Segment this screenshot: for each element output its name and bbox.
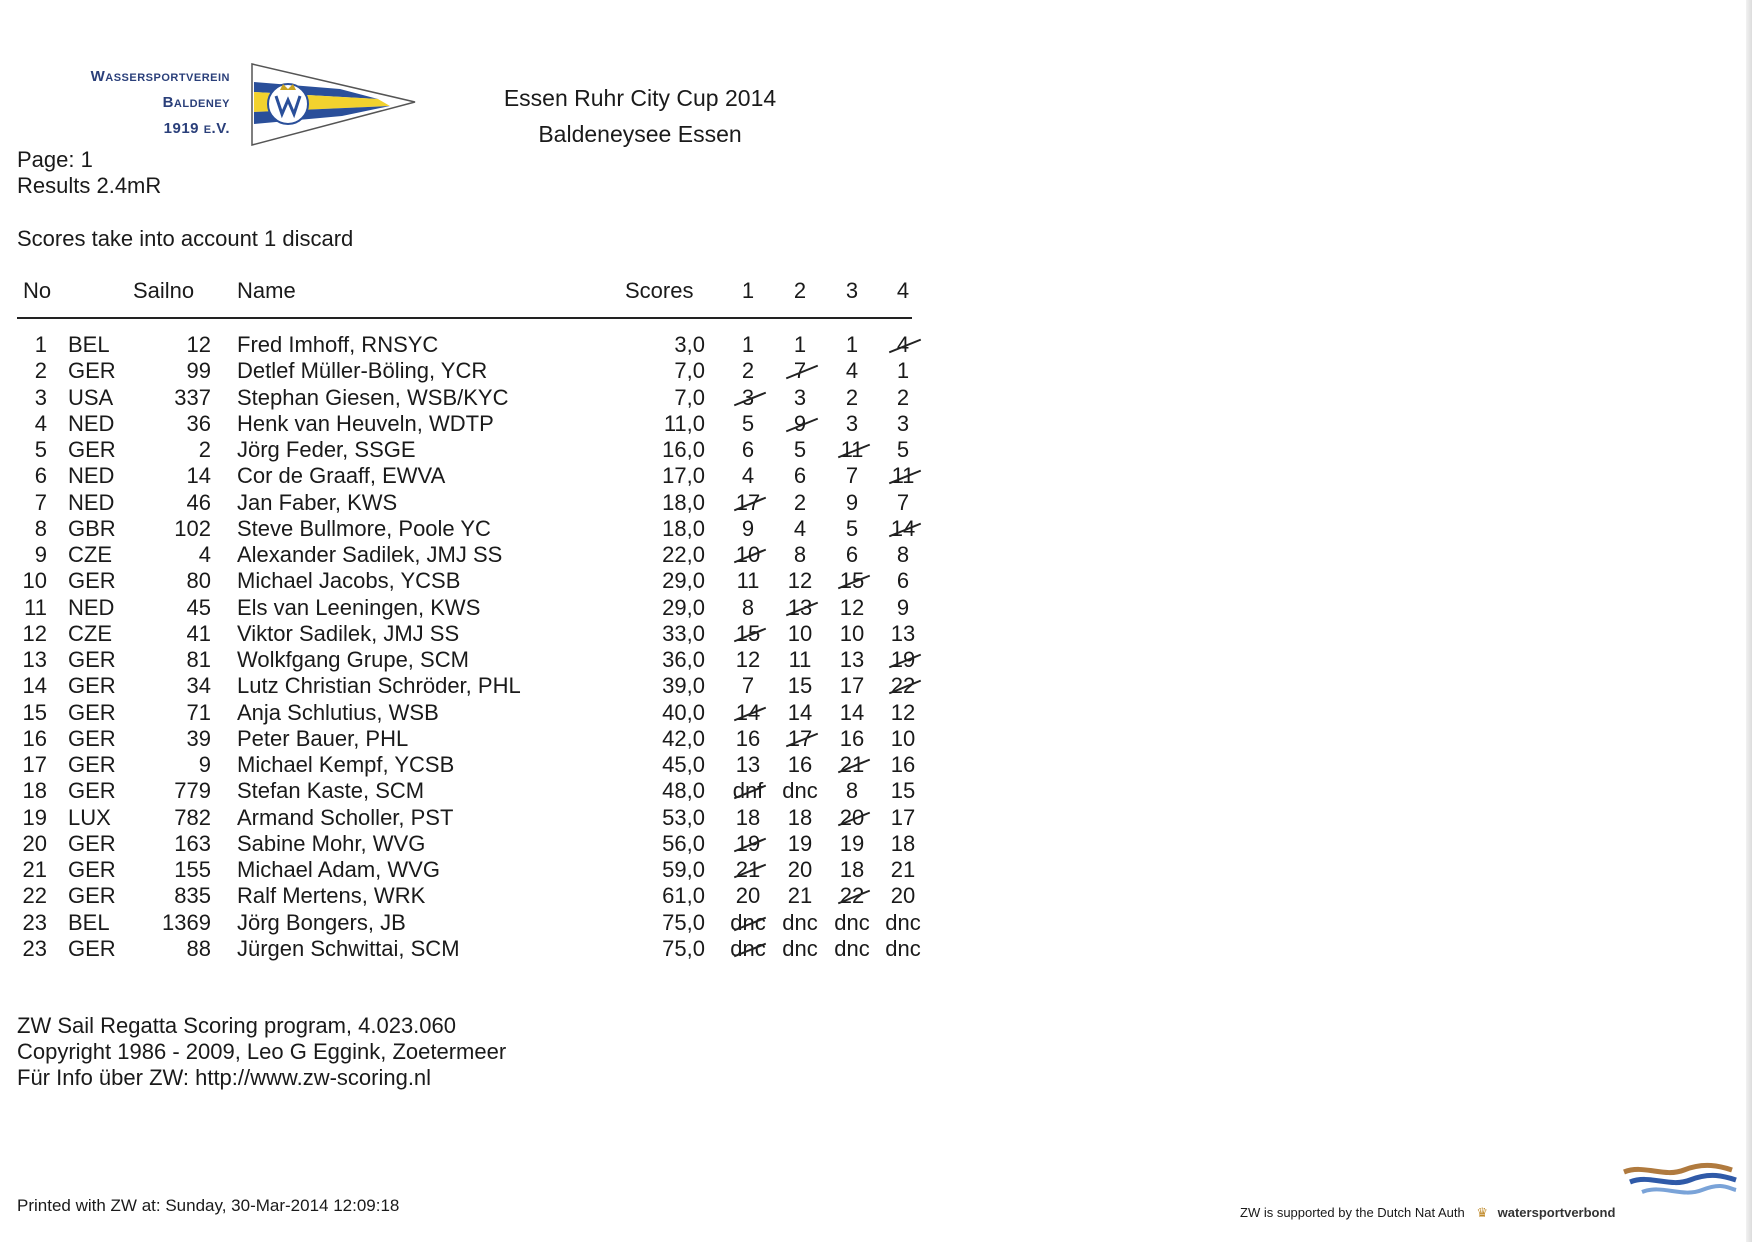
cell-nation: GER [68, 358, 116, 384]
cell-race-4: dnc [885, 935, 921, 961]
cell-rank: 21 [22, 857, 47, 882]
cell-race-2: 1 [793, 332, 807, 357]
cell-race-3: 22 [827, 883, 877, 909]
cell-race-1: 3 [723, 385, 773, 411]
cell-sailno: 46 [186, 489, 211, 515]
cell-race-1: 5 [741, 410, 755, 436]
cell-race-2: 11 [788, 647, 812, 672]
cell-rank: 15 [22, 699, 47, 725]
cell-race-4: 12 [890, 699, 916, 725]
cell-nation: GER [68, 699, 116, 725]
cell-rank: 16 [22, 725, 47, 751]
table-row [0, 490, 920, 516]
table-row [0, 411, 920, 437]
cell-race-3: 5 [845, 515, 859, 541]
cell-sailno: 4 [198, 542, 211, 567]
cell-race-3: 13 [839, 647, 865, 672]
cell-rank: 17 [22, 752, 47, 777]
cell-sailno: 99 [186, 358, 211, 384]
cell-race-4: 3 [896, 410, 910, 436]
cell-race-1: 4 [741, 463, 755, 489]
cell-race-1: 14 [723, 700, 773, 726]
club-name-line1: Wassersportverein [90, 68, 230, 85]
cell-race-3: 16 [839, 725, 865, 751]
cell-rank: 13 [22, 647, 47, 672]
cell-sailno: 835 [174, 883, 211, 909]
cell-nation: NED [68, 594, 115, 620]
cell-name: Anja Schlutius, WSB [237, 699, 439, 725]
cell-race-3: 10 [839, 620, 865, 646]
cell-race-3: 1 [845, 332, 859, 357]
table-row [0, 700, 920, 726]
table-row [0, 883, 920, 909]
club-pennant-logo [250, 62, 420, 147]
program-footer [17, 1013, 506, 1091]
cell-rank: 12 [22, 620, 47, 646]
header-race-4: 4 [896, 278, 910, 303]
cell-race-1: 17 [723, 490, 773, 516]
footer-info: Für Info über ZW: http://www.zw-scoring.nl [17, 1065, 432, 1090]
cell-race-3: 3 [845, 410, 859, 436]
cell-score: 3,0 [674, 332, 705, 357]
cell-rank: 23 [22, 935, 47, 961]
cell-race-4: 18 [890, 830, 916, 856]
table-row [0, 385, 920, 411]
cell-rank: 8 [34, 515, 47, 541]
support-note [1240, 1205, 1615, 1221]
table-row [0, 647, 920, 673]
cell-rank: 5 [34, 437, 47, 462]
cell-race-3: 7 [845, 463, 859, 489]
cell-sailno: 81 [186, 647, 211, 672]
cell-race-2: 19 [787, 830, 813, 856]
table-row [0, 910, 920, 936]
cell-race-1: 8 [741, 594, 755, 620]
table-row [0, 358, 920, 384]
cell-name: Armand Scholler, PST [237, 804, 454, 830]
table-row [0, 621, 920, 647]
cell-name: Viktor Sadilek, JMJ SS [237, 620, 460, 646]
cell-score: 53,0 [662, 804, 705, 830]
cell-sailno: 88 [186, 935, 211, 961]
cell-race-2: 14 [787, 699, 813, 725]
cell-race-1: 16 [735, 725, 761, 751]
table-row [0, 516, 920, 542]
cell-nation: GER [68, 830, 116, 856]
cell-nation: NED [68, 463, 115, 489]
cell-sailno: 155 [174, 857, 211, 882]
cell-name: Steve Bullmore, Poole YC [237, 515, 491, 541]
header-race-1: 1 [741, 278, 755, 303]
cell-race-1: 20 [735, 883, 761, 909]
cell-race-1: 13 [735, 752, 761, 777]
cell-nation: GER [68, 568, 116, 594]
cell-race-3: 9 [845, 489, 859, 515]
cell-nation: NED [68, 410, 115, 436]
results-class: Results 2.4mR [17, 173, 162, 198]
cell-name: Henk van Heuveln, WDTP [237, 410, 494, 436]
cell-race-4: dnc [885, 909, 921, 935]
cell-nation: GER [68, 935, 116, 961]
cell-race-3: dnc [834, 935, 870, 961]
cell-race-4: 6 [896, 568, 910, 594]
cell-race-4: 19 [878, 647, 928, 673]
cell-race-1: 19 [723, 831, 773, 857]
cell-race-2: dnc [782, 778, 818, 804]
header-sailno: Sailno [133, 278, 195, 303]
cell-sailno: 45 [186, 594, 211, 620]
cell-race-2: 16 [787, 752, 813, 777]
cell-race-4: 1 [896, 358, 910, 384]
cell-race-1: 2 [741, 358, 755, 384]
cell-nation: BEL [68, 909, 110, 935]
cell-race-1: 9 [741, 515, 755, 541]
cell-race-2: 4 [793, 515, 807, 541]
cell-name: Jan Faber, KWS [237, 489, 398, 515]
header-rule [17, 317, 912, 319]
table-row [0, 857, 920, 883]
cell-race-2: 5 [793, 437, 807, 462]
cell-score: 18,0 [662, 515, 705, 541]
cell-race-3: 11 [827, 437, 877, 463]
cell-name: Jürgen Schwittai, SCM [237, 935, 460, 961]
cell-rank: 7 [34, 489, 47, 515]
support-brand: watersportverbond [1497, 1205, 1616, 1220]
cell-race-4: 5 [896, 437, 910, 462]
cell-race-1: dnc [723, 936, 773, 962]
cell-name: Ralf Mertens, WRK [237, 883, 426, 909]
cell-score: 11,0 [663, 410, 705, 436]
cell-race-1: 21 [723, 857, 773, 883]
club-name-line2: Baldeney [162, 94, 230, 111]
cell-rank: 3 [34, 384, 47, 410]
cell-race-3: 18 [839, 857, 865, 882]
cell-name: Fred Imhoff, RNSYC [237, 332, 439, 357]
cell-race-1: dnc [723, 910, 773, 936]
cell-race-3: dnc [834, 909, 870, 935]
cell-race-4: 7 [896, 489, 910, 515]
footer-copyright: Copyright 1986 - 2009, Leo G Eggink, Zoetermeer [17, 1039, 507, 1064]
cell-name: Els van Leeningen, KWS [237, 594, 481, 620]
cell-nation: USA [68, 384, 114, 410]
cell-race-4: 16 [890, 752, 916, 777]
cell-nation: GER [68, 437, 116, 462]
cell-race-4: 11 [878, 463, 928, 489]
cell-score: 7,0 [674, 358, 705, 384]
cell-rank: 6 [34, 463, 47, 489]
printed-timestamp: Printed with ZW at: Sunday, 30-Mar-2014 12:09:18 [17, 1196, 400, 1215]
cell-nation: LUX [68, 804, 111, 830]
cell-race-2: dnc [782, 909, 818, 935]
cell-race-2: 9 [775, 411, 825, 437]
table-row [0, 752, 920, 778]
cell-race-4: 10 [890, 725, 916, 751]
cell-nation: GBR [68, 515, 116, 541]
cell-name: Detlef Müller-Böling, YCR [237, 358, 488, 384]
cell-score: 48,0 [662, 778, 705, 804]
crown-icon: ♛ [1476, 1205, 1489, 1220]
cell-score: 17,0 [662, 463, 705, 489]
cell-sailno: 9 [198, 752, 211, 777]
cell-score: 75,0 [662, 909, 705, 935]
cell-score: 56,0 [662, 830, 705, 856]
cell-race-4: 9 [896, 594, 910, 620]
cell-race-4: 20 [890, 883, 916, 909]
cell-race-3: 21 [827, 752, 877, 778]
watersportverbond-waves-logo [1620, 1160, 1738, 1200]
cell-rank: 9 [34, 542, 47, 567]
footer-program: ZW Sail Regatta Scoring program, 4.023.060 [17, 1013, 457, 1038]
cell-race-2: 17 [775, 726, 825, 752]
cell-score: 7,0 [674, 384, 705, 410]
cell-race-4: 13 [890, 620, 916, 646]
cell-race-1: 18 [735, 804, 761, 830]
page-edge [1746, 0, 1752, 1242]
cell-race-3: 4 [845, 358, 859, 384]
cell-race-4: 17 [890, 804, 916, 830]
cell-name: Stefan Kaste, SCM [237, 778, 425, 804]
cell-sailno: 41 [186, 620, 211, 646]
cell-race-4: 21 [890, 857, 916, 882]
cell-race-3: 15 [827, 568, 877, 594]
header-no: No [23, 278, 52, 303]
cell-score: 75,0 [662, 935, 705, 961]
cell-race-3: 8 [845, 778, 859, 804]
event-name: Essen Ruhr City Cup 2014 [503, 85, 777, 111]
cell-sailno: 14 [186, 463, 211, 489]
cell-score: 59,0 [662, 857, 705, 882]
cell-race-1: 10 [723, 542, 773, 568]
cell-nation: GER [68, 725, 116, 751]
header-scores: Scores [625, 278, 694, 303]
cell-race-2: 15 [787, 673, 813, 699]
cell-rank: 22 [22, 883, 47, 909]
cell-race-3: 2 [845, 384, 859, 410]
table-row [0, 542, 920, 568]
cell-score: 29,0 [662, 568, 705, 594]
cell-name: Michael Adam, WVG [237, 857, 440, 882]
table-row [0, 726, 920, 752]
cell-rank: 1 [34, 332, 47, 357]
cell-sailno: 2 [198, 437, 211, 462]
table-row [0, 595, 920, 621]
cell-race-4: 22 [878, 673, 928, 699]
cell-rank: 20 [22, 830, 47, 856]
table-row [0, 673, 920, 699]
cell-rank: 19 [22, 804, 47, 830]
cell-rank: 23 [22, 909, 47, 935]
cell-race-3: 12 [839, 594, 865, 620]
cell-sailno: 779 [174, 778, 211, 804]
cell-rank: 11 [24, 594, 47, 620]
cell-race-1: dnf [723, 778, 773, 804]
cell-race-2: 8 [793, 542, 807, 567]
cell-rank: 4 [34, 410, 47, 436]
cell-score: 45,0 [662, 752, 705, 777]
cell-sailno: 34 [186, 673, 211, 699]
cell-sailno: 782 [174, 804, 211, 830]
cell-race-2: 12 [787, 568, 813, 594]
cell-name: Peter Bauer, PHL [237, 725, 409, 751]
table-row [0, 831, 920, 857]
cell-race-2: 2 [793, 489, 807, 515]
cell-race-2: 18 [787, 804, 813, 830]
cell-sailno: 71 [186, 699, 211, 725]
cell-name: Alexander Sadilek, JMJ SS [237, 542, 503, 567]
cell-race-3: 14 [839, 699, 865, 725]
cell-sailno: 337 [174, 384, 211, 410]
event-venue: Baldeneysee Essen [538, 121, 742, 147]
cell-race-1: 12 [735, 647, 761, 672]
club-name-line3: 1919 e.V. [163, 120, 230, 137]
cell-race-1: 7 [741, 673, 755, 699]
cell-race-4: 15 [890, 778, 916, 804]
cell-score: 33,0 [662, 620, 705, 646]
table-row [0, 778, 920, 804]
cell-rank: 2 [34, 358, 47, 384]
cell-score: 40,0 [662, 699, 705, 725]
cell-score: 39,0 [662, 673, 705, 699]
cell-race-4: 4 [878, 332, 928, 358]
cell-race-4: 14 [878, 516, 928, 542]
cell-score: 16,0 [662, 437, 705, 462]
cell-name: Cor de Graaff, EWVA [237, 463, 446, 489]
cell-score: 22,0 [662, 542, 705, 567]
cell-nation: NED [68, 489, 115, 515]
cell-race-2: 20 [787, 857, 813, 882]
cell-name: Stephan Giesen, WSB/KYC [237, 384, 509, 410]
header-race-3: 3 [845, 278, 859, 303]
cell-race-2: 10 [787, 620, 813, 646]
cell-score: 29,0 [662, 594, 705, 620]
table-row [0, 463, 920, 489]
cell-race-2: dnc [782, 935, 818, 961]
cell-race-3: 17 [839, 673, 865, 699]
cell-score: 18,0 [662, 489, 705, 515]
cell-score: 61,0 [662, 883, 705, 909]
cell-sailno: 39 [186, 725, 211, 751]
cell-name: Michael Jacobs, YCSB [237, 568, 461, 594]
cell-nation: GER [68, 647, 116, 672]
cell-race-4: 2 [896, 384, 910, 410]
cell-rank: 18 [22, 778, 47, 804]
cell-name: Lutz Christian Schröder, PHL [237, 673, 521, 699]
cell-sailno: 12 [186, 332, 211, 357]
cell-nation: GER [68, 752, 116, 777]
table-row [0, 568, 920, 594]
table-row [0, 332, 920, 358]
header-name: Name [237, 278, 296, 303]
header-race-2: 2 [793, 278, 807, 303]
cell-race-2: 6 [793, 463, 807, 489]
cell-name: Jörg Feder, SSGE [237, 437, 416, 462]
table-row [0, 805, 920, 831]
discard-note: Scores take into account 1 discard [17, 226, 354, 251]
cell-race-2: 21 [787, 883, 813, 909]
cell-race-1: 11 [736, 568, 760, 594]
event-title [500, 80, 780, 152]
cell-race-2: 7 [775, 358, 825, 384]
cell-race-3: 19 [839, 830, 865, 856]
cell-nation: GER [68, 778, 116, 804]
table-row [0, 437, 920, 463]
cell-score: 36,0 [662, 647, 705, 672]
cell-name: Sabine Mohr, WVG [237, 830, 426, 856]
cell-sailno: 1369 [162, 909, 211, 935]
cell-name: Wolkfgang Grupe, SCM [237, 647, 469, 672]
cell-score: 42,0 [662, 725, 705, 751]
cell-nation: BEL [68, 332, 110, 357]
cell-race-4: 8 [896, 542, 910, 567]
cell-race-1: 1 [741, 332, 755, 357]
cell-race-3: 6 [845, 542, 859, 567]
support-text: ZW is supported by the Dutch Nat Auth [1240, 1205, 1465, 1220]
cell-rank: 10 [22, 568, 47, 594]
cell-nation: GER [68, 857, 116, 882]
page-number: Page: 1 [17, 147, 93, 172]
cell-nation: GER [68, 673, 116, 699]
cell-sailno: 163 [174, 830, 211, 856]
cell-nation: GER [68, 883, 116, 909]
cell-sailno: 36 [186, 410, 211, 436]
cell-race-1: 15 [723, 621, 773, 647]
cell-name: Michael Kempf, YCSB [237, 752, 455, 777]
cell-sailno: 80 [186, 568, 211, 594]
club-name [40, 64, 230, 142]
cell-race-3: 20 [827, 805, 877, 831]
cell-rank: 14 [22, 673, 47, 699]
cell-name: Jörg Bongers, JB [237, 909, 406, 935]
table-row [0, 936, 920, 962]
cell-sailno: 102 [174, 515, 211, 541]
cell-race-1: 6 [741, 437, 755, 462]
cell-nation: CZE [68, 542, 112, 567]
cell-race-2: 13 [775, 595, 825, 621]
cell-nation: CZE [68, 620, 112, 646]
cell-race-2: 3 [793, 384, 807, 410]
